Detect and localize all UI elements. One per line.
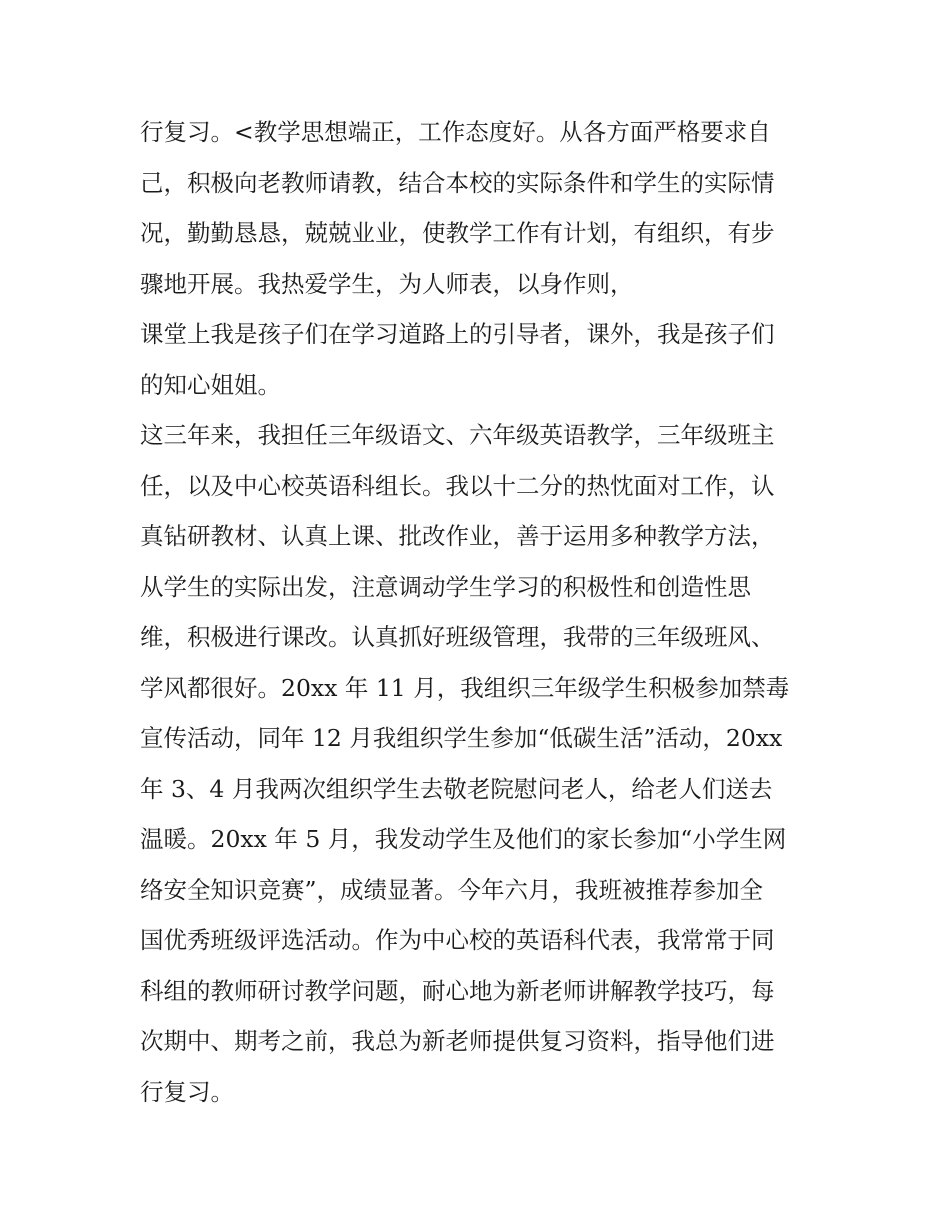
text-line: 温暖。20xx 年 5 月，我发动学生及他们的家长参加“小学生网 bbox=[140, 825, 787, 853]
text-line: 真钻研教材、认真上课、批改作业，善于运用多种教学方法， bbox=[140, 522, 775, 550]
text-line: 骤地开展。我热爱学生，为人师表，以身作则， bbox=[140, 269, 634, 298]
text-line: 行复习。 bbox=[140, 1077, 234, 1106]
text-line: 科组的教师研讨教学问题，耐心地为新老师讲解教学技巧，每 bbox=[140, 976, 775, 1005]
text-line: 课堂上我是孩子们在学习道路上的引导者，课外，我是孩子们 bbox=[140, 320, 775, 348]
text-line: 学风都很好。20xx 年 11 月，我组织三年级学生积极参加禁毒 bbox=[140, 673, 790, 702]
text-line: 这三年来，我担任三年级语文、六年级英语教学，三年级班主 bbox=[140, 421, 775, 449]
text-line: 任，以及中心校英语科组长。我以十二分的热忱面对工作，认 bbox=[140, 471, 775, 500]
text-line: 维，积极进行课改。认真抓好班级管理，我带的三年级班风、 bbox=[140, 623, 775, 651]
body-text bbox=[140, 107, 812, 1117]
text-line: 国优秀班级评选活动。作为中心校的英语科代表，我常常于同 bbox=[140, 926, 775, 954]
text-line: 行复习。<教学思想端正，工作态度好。从各方面严格要求自 bbox=[140, 118, 771, 146]
text-line: 次期中、期考之前，我总为新老师提供复习资料，指导他们进 bbox=[140, 1027, 775, 1055]
text-line: 从学生的实际出发，注意调动学生学习的积极性和创造性思 bbox=[140, 572, 751, 601]
text-line: 况，勤勤恳恳，兢兢业业，使教学工作有计划，有组织，有步 bbox=[140, 219, 775, 247]
text-line: 年 3、4 月我两次组织学生去敬老院慰问老人，给老人们送去 bbox=[140, 774, 773, 803]
text-line: 己，积极向老教师请教，结合本校的实际条件和学生的实际情 bbox=[140, 168, 775, 197]
text-line: 宣传活动，同年 12 月我组织学生参加“低碳生活”活动，20xx bbox=[140, 724, 783, 752]
text-line: 的知心姐姐。 bbox=[140, 370, 281, 399]
text-line: 络安全知识竞赛”，成绩显著。今年六月，我班被推荐参加全 bbox=[140, 875, 764, 904]
